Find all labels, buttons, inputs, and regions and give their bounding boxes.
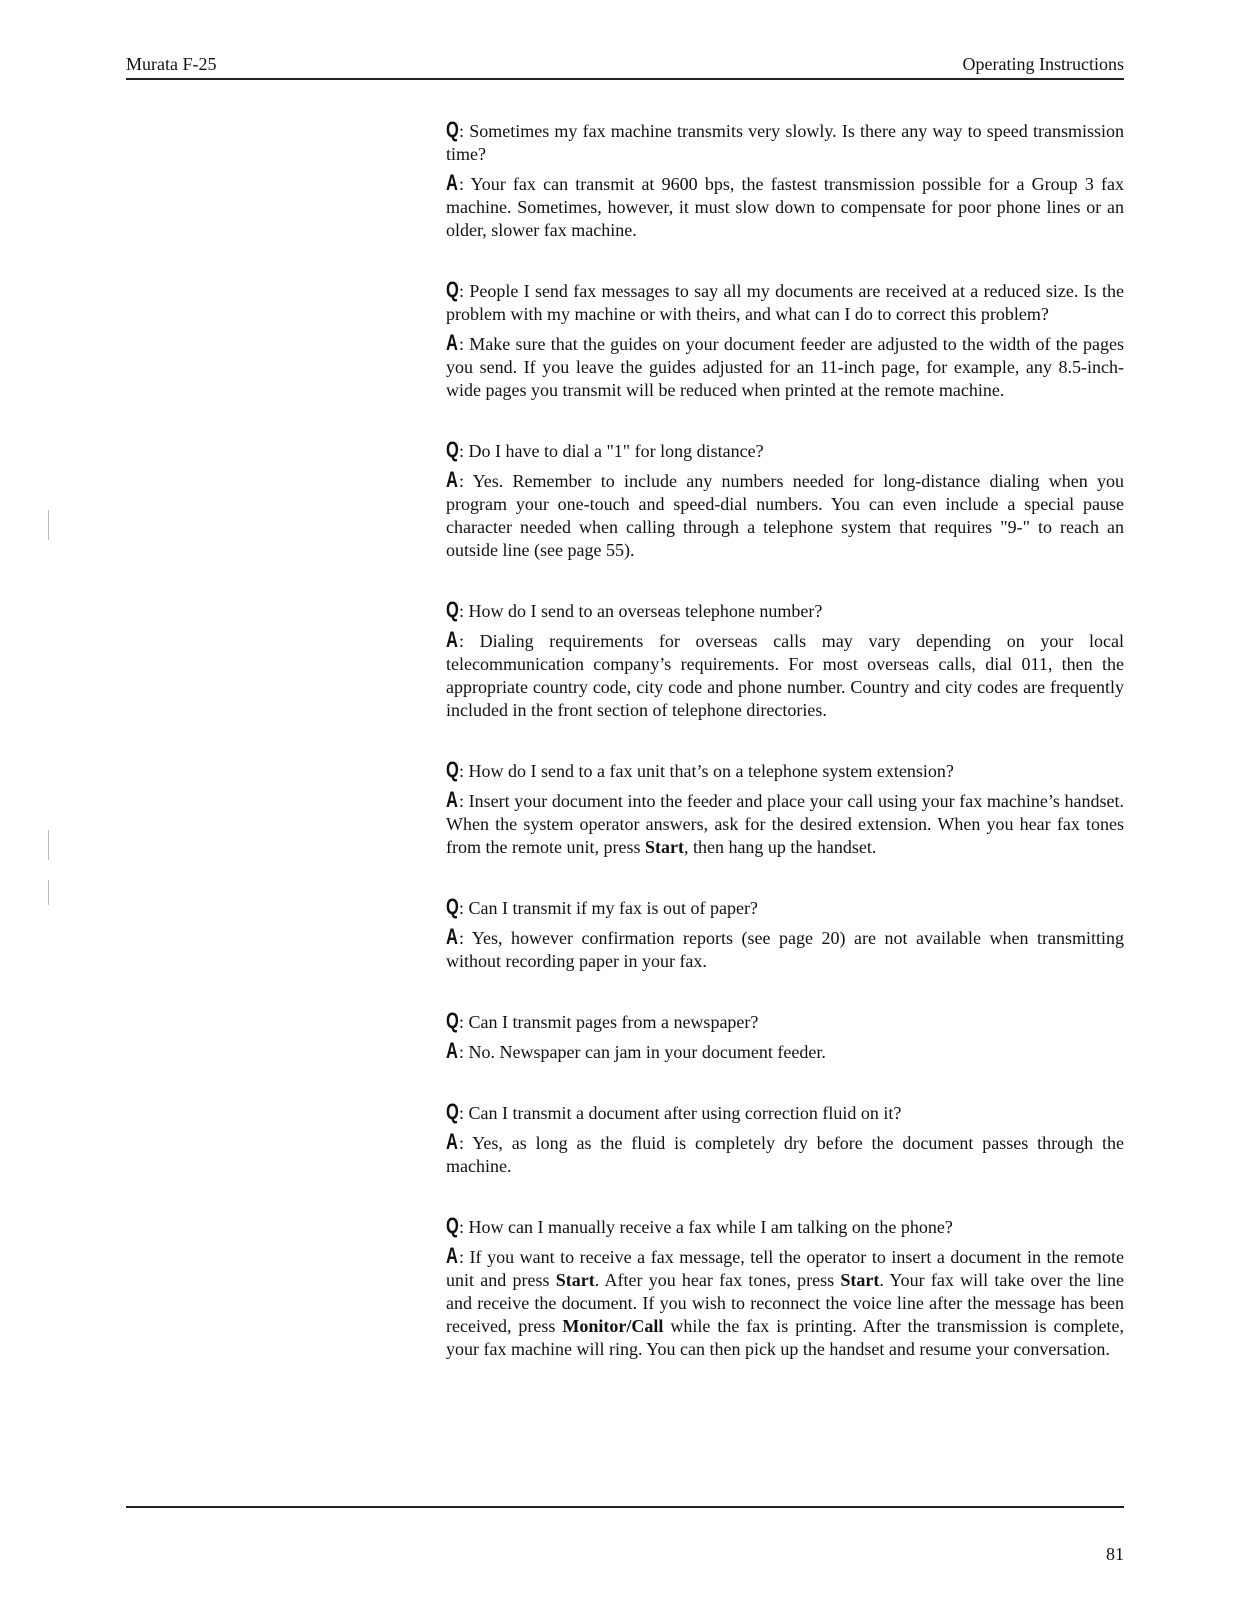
question <box>446 1008 1124 1034</box>
answer-bold-term: Start <box>644 837 684 857</box>
answer-mark-label: A <box>446 627 458 652</box>
question <box>446 277 1124 326</box>
question <box>446 437 1124 463</box>
question-mark-label: Q <box>446 1008 459 1033</box>
answer <box>446 467 1124 562</box>
faq-item <box>446 277 1124 402</box>
question <box>446 757 1124 783</box>
faq-item <box>446 1008 1124 1064</box>
faq-item <box>446 894 1124 973</box>
faq-list <box>446 117 1125 1399</box>
answer-text: : Insert your document into the feeder and place your call using your fax machine’s handset. When the system operator answers, ask for the desired extension. When you hear fax tones from the remote unit, press <box>446 791 1124 857</box>
answer-mark-label: A <box>446 787 458 812</box>
question-mark-label: Q <box>446 437 459 462</box>
question-mark-label: Q <box>446 757 459 782</box>
answer-text: : Yes, however confirmation reports (see page 20) are not available when transmitting without recording paper in your fax. <box>446 928 1124 971</box>
answer-mark-label: A <box>446 1243 458 1268</box>
answer-mark-label: A <box>446 330 458 355</box>
question-mark-label: Q <box>446 277 459 302</box>
question-text: : Can I transmit pages from a newspaper? <box>459 1012 759 1032</box>
answer <box>446 1038 1124 1064</box>
faq-item <box>446 1099 1124 1178</box>
answer <box>446 1243 1125 1361</box>
question <box>446 1213 1124 1239</box>
faq-item <box>446 437 1124 562</box>
answer-mark-label: A <box>446 170 458 195</box>
answer <box>446 170 1124 242</box>
answer-mark-label: A <box>446 924 458 949</box>
question-mark-label: Q <box>446 1213 459 1238</box>
answer-text: , then hang up the handset. <box>683 837 877 857</box>
faq-item <box>446 1213 1125 1361</box>
question-mark-label: Q <box>446 597 459 622</box>
question <box>446 1099 1124 1125</box>
running-header-title: Murata F-25 <box>126 54 217 74</box>
answer-text: . After you hear fax tones, press <box>594 1270 841 1290</box>
question-text: : Can I transmit if my fax is out of paper? <box>459 898 758 918</box>
question-text: : How can I manually receive a fax while I am talking on the phone? <box>459 1217 953 1237</box>
answer-text: . Your fax will take over the line and receive the document. If you wish to reconnect the voice line after the message has been received, press <box>446 1270 1125 1336</box>
answer <box>446 787 1124 859</box>
question <box>446 597 1124 623</box>
answer-text: : Yes, as long as the fluid is completely dry before the document passes through the machine. <box>446 1133 1124 1176</box>
answer-text: : Your fax can transmit at 9600 bps, the fastest transmission possible for a Group 3 fax machine. Sometimes, however, it must slow down to compensate for poor phone lines or an older, slower fax machine. <box>446 174 1124 240</box>
answer <box>446 1129 1124 1178</box>
question <box>446 894 1124 920</box>
answer-bold-term: Start <box>840 1270 880 1290</box>
answer <box>446 330 1124 402</box>
question-text: : How do I send to an overseas telephone number? <box>459 601 823 621</box>
answer-text: : Make sure that the guides on your document feeder are adjusted to the width of the pages you send. If you leave the guides adjusted for an 11-inch page, for example, any 8.5-inch-wide pages you transmit will be reduced when printed at the remote machine. <box>446 334 1124 400</box>
answer-text: : No. Newspaper can jam in your document feeder. <box>459 1042 826 1062</box>
question-mark-label: Q <box>446 1099 459 1124</box>
answer-mark-label: A <box>446 1129 458 1154</box>
answer-text: : If you want to receive a fax message, tell the operator to insert a document in the remote unit and press <box>446 1247 1124 1290</box>
page-number: 81 <box>1106 1544 1124 1564</box>
question-mark-label: Q <box>446 894 459 919</box>
scan-mark <box>48 830 49 860</box>
scan-mark <box>48 880 49 905</box>
answer-text: : Dialing requirements for overseas calls may vary depending on your local telecommunication company’s requirements. For most overseas calls, dial 011, then the appropriate country code, city code and phone number. Country and city codes are frequently included in the front section of telephone directories. <box>446 631 1124 720</box>
question-text: : Can I transmit a document after using correction fluid on it? <box>459 1103 902 1123</box>
question-mark-label: Q <box>446 117 459 142</box>
faq-item <box>446 757 1124 859</box>
answer-bold-term: Monitor/Call <box>562 1316 664 1336</box>
faq-item <box>446 597 1124 722</box>
scan-mark <box>48 510 49 540</box>
header-rule <box>126 78 1124 80</box>
faq-item <box>446 117 1124 242</box>
question-text: : Do I have to dial a "1" for long distance? <box>459 441 764 461</box>
answer-mark-label: A <box>446 1038 458 1063</box>
footer-rule <box>126 1506 1124 1508</box>
answer-text: : Yes. Remember to include any numbers needed for long-distance dialing when you program your one-touch and speed-dial numbers. You can even include a special pause character needed when calling through a telephone system that requires "9-" to reach an outside line (see page 55). <box>446 471 1124 560</box>
question-text: : People I send fax messages to say all my documents are received at a reduced size. Is the problem with my machine or with theirs, and what can I do to correct this problem? <box>446 281 1124 324</box>
answer-bold-term: Start <box>555 1270 595 1290</box>
question-text: : Sometimes my fax machine transmits very slowly. Is there any way to speed transmission time? <box>446 121 1124 164</box>
running-header-section: Operating Instructions <box>962 54 1124 74</box>
answer-mark-label: A <box>446 467 458 492</box>
question <box>446 117 1124 166</box>
answer <box>446 627 1124 722</box>
question-text: : How do I send to a fax unit that’s on a telephone system extension? <box>459 761 954 781</box>
answer <box>446 924 1124 973</box>
answer-text: while the fax is printing. After the transmission is complete, your fax machine will ring. You can then pick up the handset and resume your conversation. <box>446 1316 1124 1359</box>
